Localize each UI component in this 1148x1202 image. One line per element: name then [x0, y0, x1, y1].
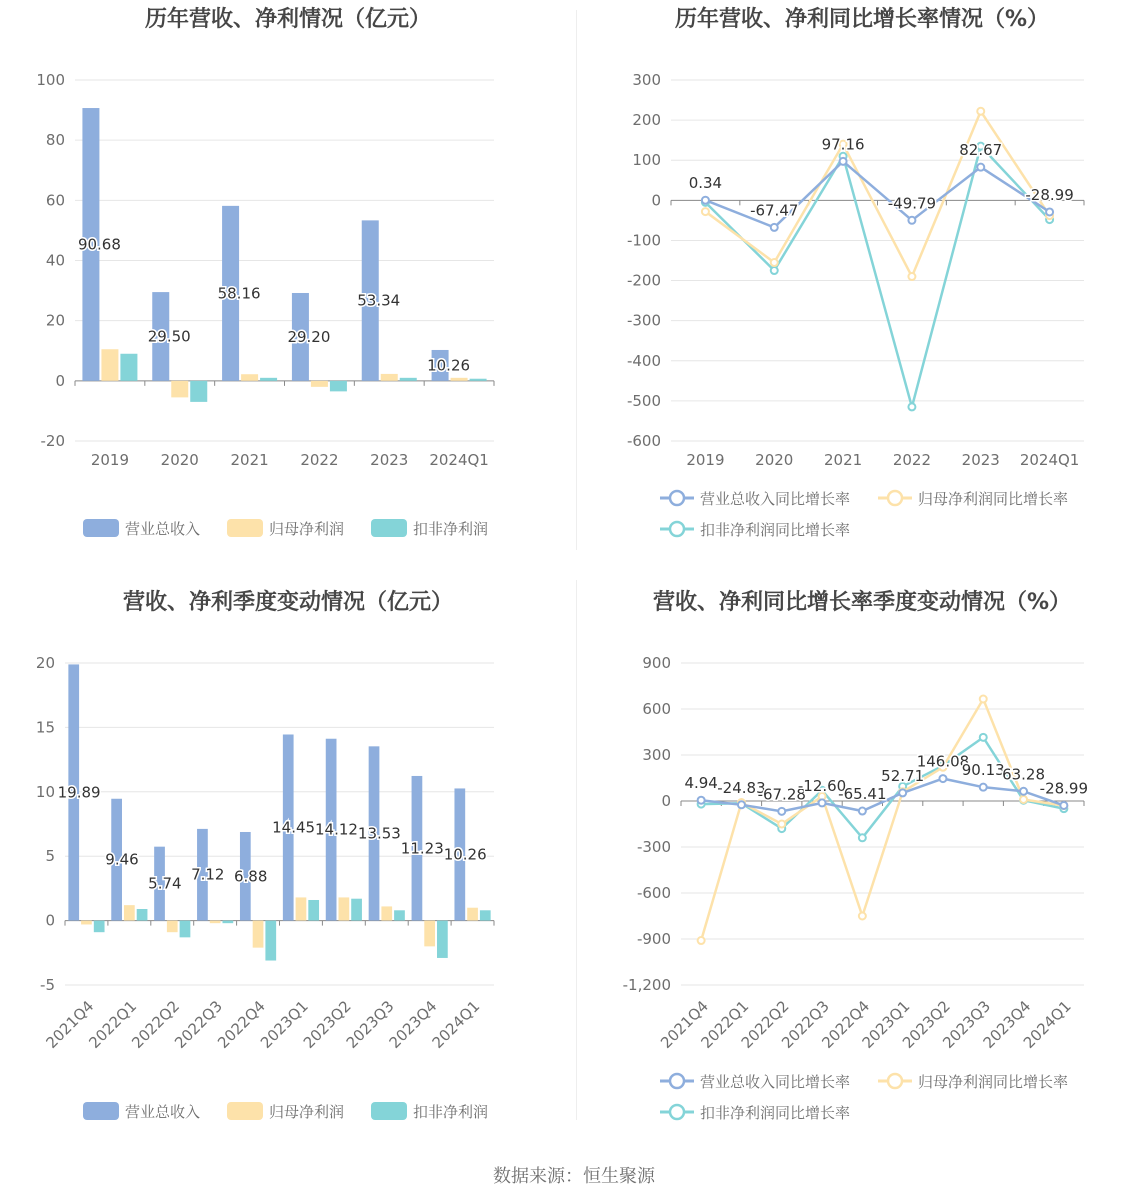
x-tick-label: 2021 [823, 451, 863, 469]
line-point [980, 696, 987, 703]
bar-deducted-profit [480, 910, 491, 920]
x-tick-label: 2022Q2 [737, 997, 793, 1052]
line-data-label: -67.28 [757, 785, 806, 804]
legend-swatch [83, 519, 119, 537]
y-tick-label: -500 [626, 391, 661, 410]
bar-net-profit [424, 921, 435, 947]
x-tick-label: 2024Q1 [1019, 997, 1075, 1052]
y-tick-label: 40 [45, 251, 65, 270]
bar-deducted-profit [470, 379, 487, 381]
chart-title: 历年营收、净利情况（亿元） [144, 7, 431, 32]
x-tick-label: 2022Q4 [214, 997, 269, 1052]
bar-data-label: 10.26 [427, 356, 471, 375]
bar-deducted-profit [308, 900, 319, 921]
x-tick-label: 2022Q3 [778, 997, 833, 1052]
line-point [738, 801, 745, 808]
legend-label: 扣非净利润同比增长率 [700, 521, 851, 539]
line-point [977, 164, 984, 171]
bar-net-profit [381, 374, 398, 381]
bar-net-profit [253, 921, 264, 948]
x-tick-label: 2023Q2 [898, 997, 954, 1052]
bar-deducted-profit [223, 921, 234, 924]
line-point [977, 108, 984, 115]
legend-swatch [371, 1102, 407, 1120]
x-tick-label: 2023Q4 [385, 997, 441, 1052]
line-point [859, 834, 866, 841]
line-point [771, 267, 778, 274]
y-tick-label: 5 [45, 847, 55, 866]
line-data-label: 52.71 [881, 766, 925, 785]
legend-label: 营业总收入同比增长率 [700, 490, 851, 508]
y-tick-label: 300 [642, 746, 671, 764]
y-tick-label: -300 [626, 311, 661, 330]
legend-label: 归母净利润同比增长率 [918, 490, 1069, 508]
quarterly-growth-svg [576, 583, 1148, 1143]
bar-data-label: 29.50 [147, 327, 191, 346]
legend-swatch [227, 519, 263, 537]
bar-data-label: 29.20 [287, 327, 331, 346]
line-data-label: -67.47 [750, 201, 799, 220]
bar-net-profit [296, 897, 307, 920]
x-tick-label: 2021Q4 [657, 997, 712, 1052]
x-tick-label: 2023Q2 [299, 997, 355, 1052]
chart-title: 营收、净利同比增长率季度变动情况（%） [652, 590, 1072, 615]
y-tick-label: 0 [45, 911, 55, 930]
line-data-label: 4.94 [684, 774, 718, 793]
x-tick-label: 2022 [892, 451, 932, 469]
bar-deducted-profit [137, 909, 148, 921]
y-tick-label: -100 [626, 231, 661, 250]
y-tick-label: -300 [636, 838, 671, 856]
series-line-1 [701, 699, 1064, 941]
line-data-label: 0.34 [688, 174, 723, 193]
line-point [1046, 208, 1053, 215]
bar-data-label: 19.89 [57, 783, 101, 802]
line-point [980, 734, 987, 741]
line-point [778, 808, 785, 815]
y-tick-label: -600 [636, 884, 671, 902]
y-tick-label: 300 [632, 71, 661, 89]
annual-growth-chart [576, 0, 1148, 560]
bar-net-profit [81, 921, 92, 925]
bar-deducted-profit [120, 354, 137, 381]
legend-label: 营业总收入 [125, 520, 201, 538]
bar-deducted-profit [265, 921, 276, 961]
bar-deducted-profit [351, 899, 362, 921]
bar-deducted-profit [437, 921, 448, 958]
bar-deducted-profit [94, 921, 105, 933]
line-point [859, 808, 866, 815]
bar-net-profit [124, 905, 135, 920]
x-tick-label: 2022Q4 [818, 997, 874, 1052]
line-point [1020, 796, 1027, 803]
legend-marker [888, 1074, 902, 1088]
line-point [908, 217, 915, 224]
x-tick-label: 2023 [370, 451, 409, 469]
bar-deducted-profit [330, 381, 347, 392]
bar-data-label: 13.53 [357, 824, 401, 843]
bar-net-profit [451, 378, 468, 381]
y-tick-label: 0 [55, 371, 65, 390]
line-point [908, 403, 915, 410]
y-tick-label: -900 [636, 930, 671, 948]
legend-marker [670, 522, 684, 536]
x-tick-label: 2023Q3 [342, 997, 398, 1052]
annual-amount-svg [0, 0, 576, 560]
legend-swatch [83, 1102, 119, 1120]
x-tick-label: 2023 [961, 451, 1000, 469]
line-data-label: -24.83 [717, 778, 766, 797]
bar-net-profit [101, 349, 118, 381]
line-data-label: -12.60 [797, 776, 847, 795]
line-point [778, 821, 785, 828]
y-tick-label: -1,200 [622, 976, 671, 994]
legend-label: 扣非净利润 [413, 520, 489, 538]
legend-label: 扣非净利润同比增长率 [700, 1104, 851, 1122]
line-data-label: -65.41 [838, 785, 887, 804]
line-point [819, 799, 826, 806]
x-tick-label: 2023Q3 [939, 997, 995, 1052]
line-data-label: -28.99 [1039, 779, 1089, 798]
y-tick-label: -200 [626, 271, 661, 290]
bar-data-label: 58.16 [217, 284, 261, 303]
quarterly-amount-chart [0, 583, 576, 1143]
y-tick-label: 600 [642, 700, 671, 718]
line-data-label: 90.13 [961, 761, 1005, 780]
legend-marker [670, 491, 684, 505]
x-tick-label: 2019 [686, 451, 725, 469]
legend-label: 扣非净利润 [413, 1103, 489, 1121]
bar-net-profit [311, 381, 328, 387]
line-point [702, 197, 709, 204]
bar-data-label: 10.26 [443, 845, 487, 864]
line-data-label: 82.67 [959, 141, 1003, 160]
y-tick-label: -20 [40, 432, 65, 450]
line-point [1060, 802, 1067, 809]
legend-label: 归母净利润 [269, 1103, 345, 1121]
y-tick-label: 20 [45, 311, 65, 330]
legend-marker [670, 1074, 684, 1088]
annual-growth-svg [576, 0, 1148, 560]
line-data-label: 97.16 [821, 135, 865, 154]
x-tick-label: 2024Q1 [429, 451, 489, 469]
bar-deducted-profit [400, 378, 417, 381]
legend-swatch [371, 519, 407, 537]
bar-net-profit [171, 381, 188, 398]
chart-title: 历年营收、净利同比增长率情况（%） [674, 7, 1050, 32]
x-tick-label: 2023Q1 [858, 997, 914, 1052]
series-line-2 [705, 146, 1049, 407]
bar-data-label: 7.12 [191, 865, 225, 884]
y-tick-label: 200 [632, 111, 661, 130]
bar-data-label: 14.12 [315, 820, 358, 839]
y-tick-label: 20 [35, 654, 55, 672]
legend-swatch [227, 1102, 263, 1120]
bar-deducted-profit [180, 921, 191, 938]
y-tick-label: 60 [45, 191, 65, 210]
bar-data-label: 9.46 [105, 850, 139, 869]
bar-data-label: 5.74 [148, 874, 182, 893]
x-tick-label: 2022 [300, 451, 339, 469]
line-point [840, 158, 847, 165]
x-tick-label: 2022Q2 [128, 997, 184, 1052]
line-point [908, 273, 915, 280]
x-tick-label: 2023Q4 [979, 997, 1035, 1052]
x-tick-label: 2024Q1 [1019, 451, 1080, 469]
legend-label: 营业总收入 [125, 1103, 201, 1121]
y-tick-label: 900 [642, 654, 671, 672]
line-point [1020, 788, 1027, 795]
bar-data-label: 53.34 [357, 291, 401, 310]
y-tick-label: 0 [651, 191, 661, 210]
y-tick-label: 100 [36, 71, 65, 89]
bar-net-profit [210, 921, 221, 924]
legend-marker [670, 1105, 684, 1119]
line-point [939, 775, 946, 782]
x-tick-label: 2020 [755, 451, 794, 469]
x-tick-label: 2023Q1 [256, 997, 312, 1052]
x-tick-label: 2021Q4 [42, 997, 98, 1052]
line-point [702, 208, 709, 215]
y-tick-label: 15 [35, 718, 55, 737]
legend-label: 归母净利润同比增长率 [918, 1073, 1069, 1091]
line-point [980, 784, 987, 791]
y-tick-label: -5 [40, 976, 55, 994]
x-tick-label: 2019 [90, 451, 130, 469]
legend-label: 营业总收入同比增长率 [700, 1073, 851, 1091]
x-tick-label: 2022Q1 [85, 997, 141, 1052]
bar-deducted-profit [190, 381, 207, 402]
bar-net-profit [338, 897, 349, 920]
bar-net-profit [167, 921, 178, 933]
quarterly-amount-svg [0, 583, 576, 1143]
y-tick-label: 100 [632, 151, 661, 170]
y-tick-label: -400 [626, 351, 661, 370]
bar-deducted-profit [260, 378, 277, 381]
x-tick-label: 2021 [230, 451, 269, 469]
bar-data-label: 90.68 [77, 235, 121, 254]
y-tick-label: 0 [661, 792, 671, 810]
x-tick-label: 2020 [160, 451, 199, 469]
line-point [698, 797, 705, 804]
y-tick-label: 80 [45, 131, 65, 150]
data-source-footer: 数据来源：恒生聚源 [493, 1166, 655, 1187]
line-point [771, 259, 778, 266]
y-tick-label: 10 [35, 782, 55, 801]
line-point [899, 789, 906, 796]
line-data-label: 63.28 [1002, 765, 1046, 784]
line-data-label: 146.08 [916, 752, 970, 771]
bar-deducted-profit [394, 910, 405, 920]
bar-net-profit [381, 906, 392, 920]
x-tick-label: 2022Q3 [171, 997, 226, 1052]
bar-net-profit [467, 908, 478, 921]
quarterly-growth-chart [576, 583, 1148, 1143]
chart-title: 营收、净利季度变动情况（亿元） [122, 590, 453, 615]
line-data-label: -49.79 [887, 194, 937, 213]
line-point [698, 937, 705, 944]
bar-net-profit [241, 374, 258, 381]
legend-marker [888, 491, 902, 505]
y-tick-label: -600 [626, 432, 661, 450]
bar-data-label: 11.23 [400, 839, 444, 858]
x-tick-label: 2022Q1 [697, 997, 753, 1052]
line-point [859, 913, 866, 920]
line-data-label: -28.99 [1025, 185, 1074, 204]
x-tick-label: 2024Q1 [428, 997, 484, 1052]
bar-data-label: 6.88 [233, 867, 268, 886]
bar-data-label: 14.45 [272, 818, 316, 837]
line-point [771, 224, 778, 231]
annual-amount-chart [0, 0, 576, 560]
legend-label: 归母净利润 [269, 520, 345, 538]
